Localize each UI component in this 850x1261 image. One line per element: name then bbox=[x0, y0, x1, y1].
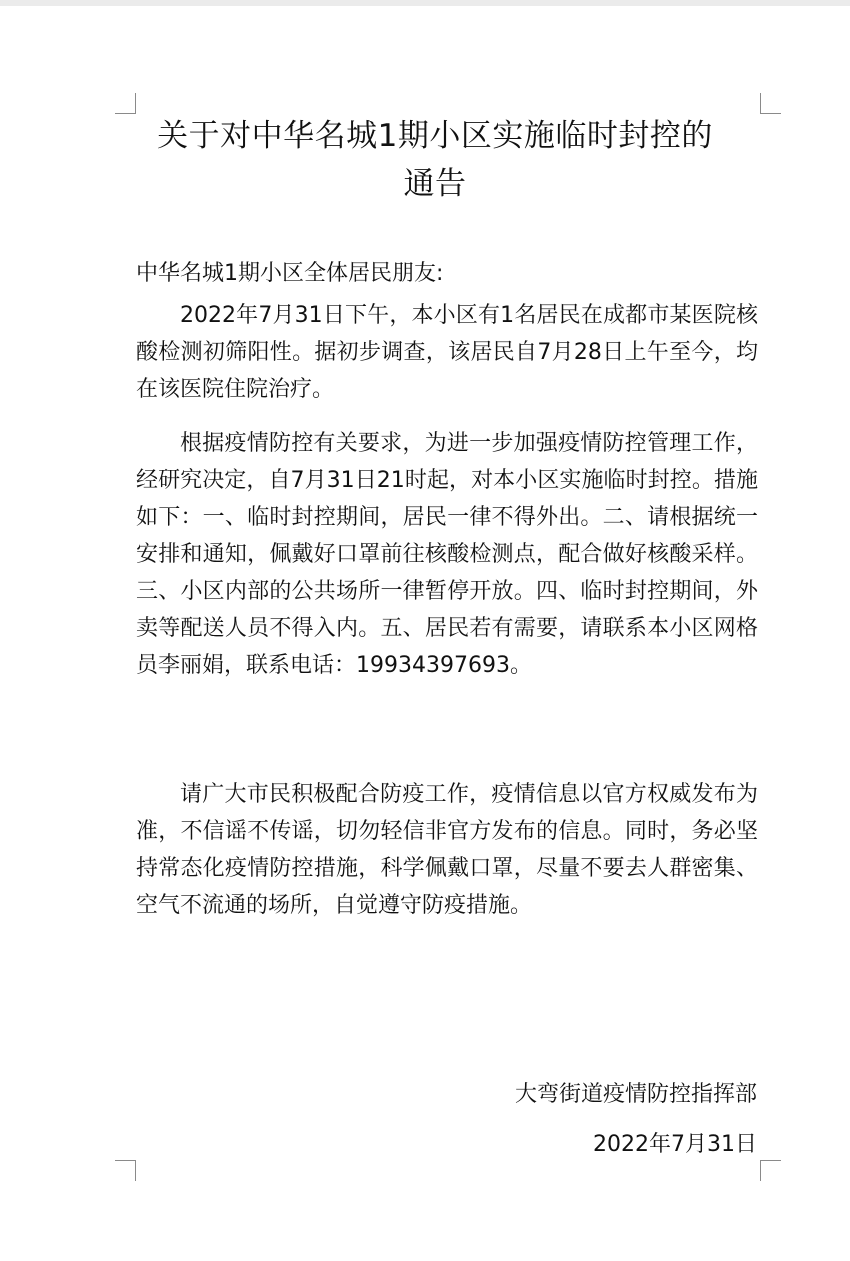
signature-block bbox=[515, 1075, 757, 1165]
page-corner-mark-top-right bbox=[760, 93, 781, 114]
page-corner-mark-top-left bbox=[115, 93, 136, 114]
page-corner-mark-bottom-left bbox=[115, 1160, 136, 1181]
title-line-1: 关于对中华名城1期小区实施临时封控的 bbox=[157, 118, 713, 154]
notice-title bbox=[120, 112, 750, 208]
paragraph-appeal: 请广大市民积极配合防疫工作，疫情信息以官方权威发布为准，不信谣不传谣，切勿轻信非官方发布的信息。同时，务必坚持常态化疫情防控措施，科学佩戴口罩，尽量不要去人群密集、空气不流通的场所，自觉遵守防疫措施。 bbox=[136, 782, 758, 918]
paragraph-measures: 根据疫情防控有关要求，为进一步加强疫情防控管理工作，经研究决定，自7月31日21时起，对本小区实施临时封控。措施如下：一、临时封控期间，居民一律不得外出。二、请根据统一安排和通知，佩戴好口罩前往核酸检测点，配合做好核酸采样。三、小区内部的公共场所一律暂停开放。四、临时封控期间，外卖等配送人员不得入内。五、居民若有需要，请联系本小区网格员李丽娟，联系电话：19934397693。 bbox=[136, 431, 758, 678]
issue-date: 2022年7月31日 bbox=[593, 1132, 757, 1157]
page-corner-mark-bottom-right bbox=[760, 1160, 781, 1181]
top-edge-strip bbox=[0, 0, 850, 6]
title-line-2: 通告 bbox=[403, 166, 467, 202]
salutation: 中华名城1期小区全体居民朋友: bbox=[136, 261, 444, 286]
paragraph-incident: 2022年7月31日下午，本小区有1名居民在成都市某医院核酸检测初筛阳性。据初步调查，该居民自7月28日上午至今，均在该医院住院治疗。 bbox=[136, 303, 758, 402]
issuer-name: 大弯街道疫情防控指挥部 bbox=[514, 1082, 757, 1107]
